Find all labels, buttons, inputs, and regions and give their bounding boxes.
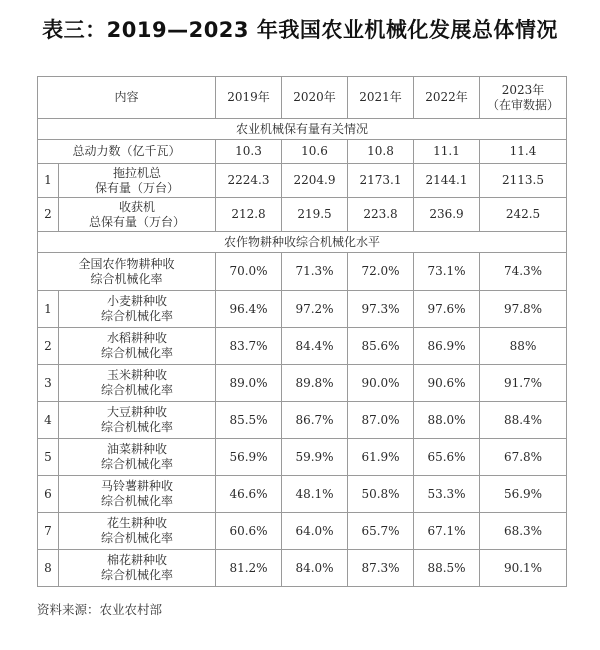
value-cell: 88.5% xyxy=(414,550,480,587)
row-number: 3 xyxy=(38,365,59,402)
value-cell: 96.4% xyxy=(216,291,282,328)
value-cell: 73.1% xyxy=(414,253,480,291)
value-cell: 81.2% xyxy=(216,550,282,587)
value-cell: 2204.9 xyxy=(282,164,348,198)
table-body xyxy=(38,77,567,587)
value-cell: 88.0% xyxy=(414,402,480,439)
value-cell: 84.4% xyxy=(282,328,348,365)
header-year-last-line2: （在审数据） xyxy=(487,97,560,112)
row-label-line2: 综合机械化率 xyxy=(101,494,174,508)
value-cell: 72.0% xyxy=(348,253,414,291)
row-label-line1: 全国农作物耕种收 xyxy=(78,256,175,271)
row-label-line2: 综合机械化率 xyxy=(101,531,174,545)
row-label-line2: 综合机械化率 xyxy=(101,568,174,582)
header-year: 2022年 xyxy=(414,77,480,119)
row-label-line1: 玉米耕种收 xyxy=(107,368,168,382)
value-cell: 64.0% xyxy=(282,513,348,550)
value-cell: 50.8% xyxy=(348,476,414,513)
row-number: 2 xyxy=(38,198,59,232)
row-label-line1: 拖拉机总 xyxy=(113,165,162,180)
row-label-line2: 综合机械化率 xyxy=(101,420,174,434)
value-cell: 53.3% xyxy=(414,476,480,513)
row-label-line2: 综合机械化率 xyxy=(101,383,174,397)
value-cell: 212.8 xyxy=(216,198,282,232)
value-cell: 65.6% xyxy=(414,439,480,476)
value-cell: 71.3% xyxy=(282,253,348,291)
value-cell: 90.0% xyxy=(348,365,414,402)
row-label-line1: 收获机 xyxy=(119,199,156,214)
table-row xyxy=(38,476,567,513)
value-cell: 10.6 xyxy=(282,140,348,164)
row-number: 8 xyxy=(38,550,59,587)
value-cell: 242.5 xyxy=(480,198,567,232)
value-cell: 84.0% xyxy=(282,550,348,587)
row-label-line1: 棉花耕种收 xyxy=(107,553,168,567)
value-cell: 83.7% xyxy=(216,328,282,365)
row-label-line1: 大豆耕种收 xyxy=(107,405,168,419)
value-cell: 11.1 xyxy=(414,140,480,164)
value-cell: 67.1% xyxy=(414,513,480,550)
value-cell: 2144.1 xyxy=(414,164,480,198)
row-number: 2 xyxy=(38,328,59,365)
value-cell: 67.8% xyxy=(480,439,567,476)
value-cell: 65.7% xyxy=(348,513,414,550)
row-label xyxy=(59,550,216,587)
value-cell: 97.3% xyxy=(348,291,414,328)
value-cell: 87.3% xyxy=(348,550,414,587)
value-cell: 70.0% xyxy=(216,253,282,291)
row-number: 1 xyxy=(38,164,59,198)
table-row xyxy=(38,328,567,365)
row-label-line2: 综合机械化率 xyxy=(101,457,174,471)
row-label-line2: 综合机械化率 xyxy=(101,346,174,360)
row-label xyxy=(59,513,216,550)
value-cell: 236.9 xyxy=(414,198,480,232)
value-cell: 89.0% xyxy=(216,365,282,402)
table-row xyxy=(38,365,567,402)
table-row xyxy=(38,550,567,587)
value-cell: 88.4% xyxy=(480,402,567,439)
header-year: 2021年 xyxy=(348,77,414,119)
source-note: 资料来源：农业农村部 xyxy=(37,602,163,617)
value-cell: 68.3% xyxy=(480,513,567,550)
value-cell: 2113.5 xyxy=(480,164,567,198)
value-cell: 2173.1 xyxy=(348,164,414,198)
section-row xyxy=(38,119,567,140)
value-cell: 97.6% xyxy=(414,291,480,328)
value-cell: 86.9% xyxy=(414,328,480,365)
table-row xyxy=(38,439,567,476)
value-cell: 2224.3 xyxy=(216,164,282,198)
table-row xyxy=(38,513,567,550)
row-label xyxy=(59,164,216,198)
row-label xyxy=(59,291,216,328)
row-number: 7 xyxy=(38,513,59,550)
row-number: 1 xyxy=(38,291,59,328)
row-label-line2: 保有量（万台） xyxy=(95,180,180,195)
row-label-line2: 综合机械化率 xyxy=(90,271,163,286)
value-cell: 10.8 xyxy=(348,140,414,164)
header-item: 内容 xyxy=(38,77,216,119)
value-cell: 90.1% xyxy=(480,550,567,587)
value-cell: 60.6% xyxy=(216,513,282,550)
row-label xyxy=(59,439,216,476)
header-year: 2020年 xyxy=(282,77,348,119)
row-label-line1: 小麦耕种收 xyxy=(107,294,168,308)
value-cell: 74.3% xyxy=(480,253,567,291)
row-number: 4 xyxy=(38,402,59,439)
row-label xyxy=(59,328,216,365)
row-label-line1: 总动力数（亿千瓦） xyxy=(72,144,181,158)
row-label xyxy=(59,198,216,232)
value-cell: 97.2% xyxy=(282,291,348,328)
row-label-line1: 油菜耕种收 xyxy=(107,442,168,456)
row-label-line1: 水稻耕种收 xyxy=(107,331,168,345)
value-cell: 46.6% xyxy=(216,476,282,513)
table-row xyxy=(38,140,567,164)
header-year: 2019年 xyxy=(216,77,282,119)
value-cell: 86.7% xyxy=(282,402,348,439)
row-label-line2: 综合机械化率 xyxy=(101,309,174,323)
value-cell: 85.6% xyxy=(348,328,414,365)
section-label: 农作物耕种收综合机械化水平 xyxy=(38,232,567,253)
row-number: 5 xyxy=(38,439,59,476)
row-label xyxy=(59,365,216,402)
row-label xyxy=(59,476,216,513)
header-year-last xyxy=(480,77,567,119)
value-cell: 56.9% xyxy=(480,476,567,513)
value-cell: 11.4 xyxy=(480,140,567,164)
row-label xyxy=(38,140,216,164)
section-label: 农业机械保有量有关情况 xyxy=(38,119,567,140)
row-label xyxy=(38,253,216,291)
header-row xyxy=(38,77,567,119)
value-cell: 87.0% xyxy=(348,402,414,439)
row-label-line1: 花生耕种收 xyxy=(107,516,168,530)
row-label-line2: 总保有量（万台） xyxy=(89,214,186,229)
value-cell: 10.3 xyxy=(216,140,282,164)
mechanization-table xyxy=(37,76,567,587)
value-cell: 97.8% xyxy=(480,291,567,328)
document-title: 表三：2019—2023 年我国农业机械化发展总体情况 xyxy=(42,18,558,42)
value-cell: 85.5% xyxy=(216,402,282,439)
table-row xyxy=(38,164,567,198)
section-row xyxy=(38,232,567,253)
value-cell: 59.9% xyxy=(282,439,348,476)
value-cell: 91.7% xyxy=(480,365,567,402)
value-cell: 89.8% xyxy=(282,365,348,402)
value-cell: 219.5 xyxy=(282,198,348,232)
row-label xyxy=(59,402,216,439)
row-number: 6 xyxy=(38,476,59,513)
table-row xyxy=(38,198,567,232)
table-row xyxy=(38,253,567,291)
value-cell: 223.8 xyxy=(348,198,414,232)
value-cell: 90.6% xyxy=(414,365,480,402)
value-cell: 88% xyxy=(480,328,567,365)
value-cell: 61.9% xyxy=(348,439,414,476)
header-year-last-line1: 2023年 xyxy=(501,82,545,97)
value-cell: 56.9% xyxy=(216,439,282,476)
value-cell: 48.1% xyxy=(282,476,348,513)
table-row xyxy=(38,402,567,439)
row-label-line1: 马铃薯耕种收 xyxy=(101,479,174,493)
table-row xyxy=(38,291,567,328)
